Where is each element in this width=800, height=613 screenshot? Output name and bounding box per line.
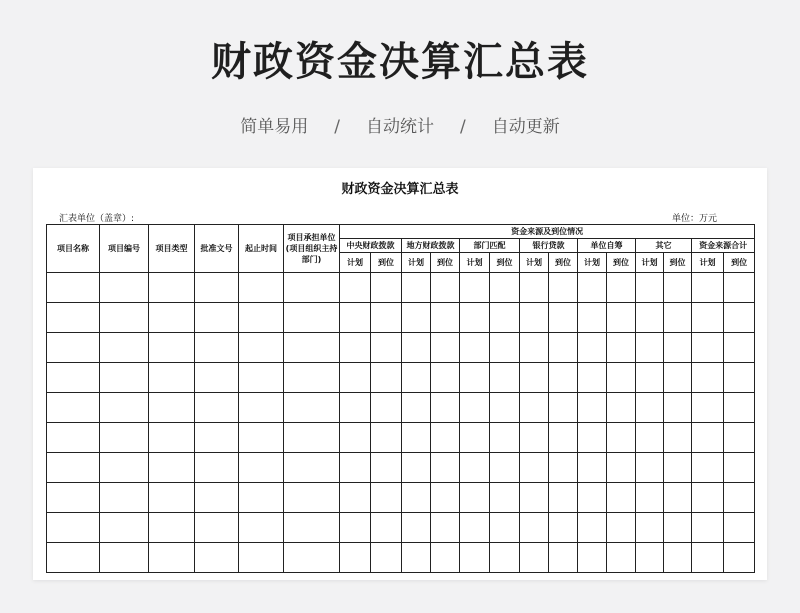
table-cell[interactable] — [490, 453, 520, 483]
table-cell[interactable] — [607, 423, 636, 453]
table-cell[interactable] — [149, 273, 195, 303]
col-header-plan: 计划 — [402, 253, 431, 273]
table-cell[interactable] — [460, 483, 490, 513]
table-cell[interactable] — [664, 543, 692, 573]
table-cell[interactable] — [490, 483, 520, 513]
table-cell[interactable] — [460, 543, 490, 573]
table-cell[interactable] — [371, 333, 402, 363]
table-cell[interactable] — [636, 273, 664, 303]
table-row — [47, 543, 755, 573]
table-cell[interactable] — [549, 423, 578, 453]
table-cell[interactable] — [149, 303, 195, 333]
table-row — [47, 483, 755, 513]
table-cell[interactable] — [402, 393, 431, 423]
table-cell[interactable] — [284, 363, 340, 393]
table-row — [47, 333, 755, 363]
reporting-unit-label: 汇表单位（盖章）: — [59, 214, 135, 224]
table-cell[interactable] — [239, 513, 284, 543]
table-cell[interactable] — [520, 423, 549, 453]
table-cell[interactable] — [607, 453, 636, 483]
table-cell[interactable] — [724, 333, 755, 363]
table-cell[interactable] — [100, 273, 149, 303]
currency-unit-label: 单位：万元 — [671, 214, 717, 224]
table-cell[interactable] — [664, 513, 692, 543]
table-cell[interactable] — [664, 453, 692, 483]
table-cell[interactable] — [431, 453, 460, 483]
table-cell[interactable] — [490, 393, 520, 423]
table-cell[interactable] — [460, 393, 490, 423]
tagline-item: 自动更新 — [491, 117, 560, 137]
table-cell[interactable] — [578, 303, 607, 333]
table-cell[interactable] — [724, 483, 755, 513]
table-cell[interactable] — [195, 393, 239, 423]
table-cell[interactable] — [431, 333, 460, 363]
table-row — [47, 273, 755, 303]
col-header-actual: 到位 — [549, 253, 578, 273]
table-cell[interactable] — [239, 273, 284, 303]
table-body — [47, 273, 755, 573]
table-cell[interactable] — [149, 453, 195, 483]
table-cell[interactable] — [47, 423, 100, 453]
tagline-separator: / — [334, 117, 340, 137]
tagline-separator: / — [460, 117, 466, 137]
table-cell[interactable] — [195, 363, 239, 393]
table-cell[interactable] — [239, 423, 284, 453]
col-header-source: 地方财政拨款 — [402, 239, 460, 253]
table-cell[interactable] — [490, 363, 520, 393]
tagline-item: 简单易用 — [240, 117, 309, 137]
table-cell[interactable] — [724, 423, 755, 453]
table-cell[interactable] — [460, 513, 490, 543]
col-header-project-name: 项目名称 — [47, 225, 100, 273]
col-header-source: 部门匹配 — [460, 239, 520, 253]
col-header-source: 单位自筹 — [578, 239, 636, 253]
col-header-plan: 计划 — [636, 253, 664, 273]
col-header-plan: 计划 — [692, 253, 724, 273]
table-cell[interactable] — [195, 273, 239, 303]
table-cell[interactable] — [692, 483, 724, 513]
table-cell[interactable] — [371, 303, 402, 333]
col-header-actual: 到位 — [664, 253, 692, 273]
table-cell[interactable] — [607, 393, 636, 423]
table-cell[interactable] — [692, 333, 724, 363]
table-cell[interactable] — [402, 363, 431, 393]
table-cell[interactable] — [431, 393, 460, 423]
table-cell[interactable] — [47, 333, 100, 363]
table-cell[interactable] — [549, 483, 578, 513]
table-cell[interactable] — [490, 303, 520, 333]
table-cell[interactable] — [724, 273, 755, 303]
table-cell[interactable] — [100, 393, 149, 423]
col-header-project-type: 项目类型 — [149, 225, 195, 273]
table-cell[interactable] — [195, 483, 239, 513]
spreadsheet-preview — [33, 168, 767, 580]
table-cell[interactable] — [284, 423, 340, 453]
table-cell[interactable] — [47, 513, 100, 543]
col-header-actual: 到位 — [371, 253, 402, 273]
table-cell[interactable] — [340, 543, 371, 573]
table-cell[interactable] — [664, 423, 692, 453]
table-cell[interactable] — [239, 333, 284, 363]
table-cell[interactable] — [549, 393, 578, 423]
table-cell[interactable] — [47, 543, 100, 573]
table-cell[interactable] — [431, 423, 460, 453]
table-cell[interactable] — [636, 483, 664, 513]
table-cell[interactable] — [460, 423, 490, 453]
table-cell[interactable] — [340, 333, 371, 363]
table-cell[interactable] — [692, 513, 724, 543]
table-cell[interactable] — [431, 513, 460, 543]
table-cell[interactable] — [239, 363, 284, 393]
table-cell[interactable] — [371, 423, 402, 453]
table-cell[interactable] — [47, 303, 100, 333]
table-cell[interactable] — [636, 303, 664, 333]
table-cell[interactable] — [724, 543, 755, 573]
table-cell[interactable] — [664, 303, 692, 333]
table-cell[interactable] — [692, 453, 724, 483]
table-cell[interactable] — [460, 333, 490, 363]
table-cell[interactable] — [340, 273, 371, 303]
table-cell[interactable] — [549, 453, 578, 483]
table-cell[interactable] — [100, 363, 149, 393]
table-cell[interactable] — [490, 273, 520, 303]
table-cell[interactable] — [47, 483, 100, 513]
table-cell[interactable] — [460, 363, 490, 393]
table-cell[interactable] — [578, 393, 607, 423]
col-header-plan: 计划 — [520, 253, 549, 273]
table-cell[interactable] — [371, 543, 402, 573]
table-cell[interactable] — [340, 363, 371, 393]
col-header-period: 起止时间 — [239, 225, 284, 273]
table-row — [47, 363, 755, 393]
table-cell[interactable] — [549, 303, 578, 333]
table-row — [47, 423, 755, 453]
tagline-item: 自动统计 — [366, 117, 434, 137]
table-cell[interactable] — [520, 543, 549, 573]
table-cell[interactable] — [431, 483, 460, 513]
table-cell[interactable] — [578, 543, 607, 573]
table-cell[interactable] — [578, 483, 607, 513]
table-cell[interactable] — [664, 333, 692, 363]
table-cell[interactable] — [692, 423, 724, 453]
table-cell[interactable] — [607, 333, 636, 363]
table-cell[interactable] — [402, 273, 431, 303]
table-cell[interactable] — [607, 363, 636, 393]
table-cell[interactable] — [402, 423, 431, 453]
table-cell[interactable] — [100, 513, 149, 543]
table-cell[interactable] — [402, 543, 431, 573]
table-cell[interactable] — [340, 453, 371, 483]
table-cell[interactable] — [636, 513, 664, 543]
table-cell[interactable] — [284, 513, 340, 543]
col-header-approval-no: 批准文号 — [195, 225, 239, 273]
table-cell[interactable] — [47, 453, 100, 483]
table-cell[interactable] — [100, 543, 149, 573]
table-row — [47, 303, 755, 333]
table-cell[interactable] — [578, 333, 607, 363]
table-cell[interactable] — [195, 453, 239, 483]
table-cell[interactable] — [431, 363, 460, 393]
table-cell[interactable] — [520, 363, 549, 393]
table-cell[interactable] — [692, 363, 724, 393]
table-cell[interactable] — [724, 393, 755, 423]
table-cell[interactable] — [724, 363, 755, 393]
table-cell[interactable] — [371, 273, 402, 303]
table-cell[interactable] — [239, 543, 284, 573]
table-cell[interactable] — [284, 543, 340, 573]
table-cell[interactable] — [47, 393, 100, 423]
table-cell[interactable] — [490, 333, 520, 363]
table-cell[interactable] — [402, 333, 431, 363]
table-cell[interactable] — [607, 513, 636, 543]
table-cell[interactable] — [460, 453, 490, 483]
table-cell[interactable] — [371, 483, 402, 513]
sheet-title: 财政资金决算汇总表 — [341, 182, 459, 197]
table-cell[interactable] — [431, 543, 460, 573]
table-cell[interactable] — [578, 273, 607, 303]
table-cell[interactable] — [100, 423, 149, 453]
col-header-actual: 到位 — [607, 253, 636, 273]
table-cell[interactable] — [520, 513, 549, 543]
table-cell[interactable] — [520, 393, 549, 423]
table-cell[interactable] — [636, 333, 664, 363]
table-cell[interactable] — [490, 543, 520, 573]
table-cell[interactable] — [636, 363, 664, 393]
table-cell[interactable] — [149, 363, 195, 393]
table-cell[interactable] — [664, 393, 692, 423]
col-header-actual: 到位 — [724, 253, 755, 273]
table-cell[interactable] — [692, 543, 724, 573]
table-cell[interactable] — [100, 303, 149, 333]
table-cell[interactable] — [149, 333, 195, 363]
table-cell[interactable] — [340, 303, 371, 333]
table-cell[interactable] — [195, 423, 239, 453]
table-cell[interactable] — [664, 483, 692, 513]
table-cell[interactable] — [371, 393, 402, 423]
table-cell[interactable] — [549, 333, 578, 363]
table-cell[interactable] — [607, 483, 636, 513]
table-cell[interactable] — [239, 393, 284, 423]
table-cell[interactable] — [520, 333, 549, 363]
col-header-actual: 到位 — [490, 253, 520, 273]
table-cell[interactable] — [284, 393, 340, 423]
table-cell[interactable] — [578, 363, 607, 393]
table-cell[interactable] — [284, 333, 340, 363]
table-cell[interactable] — [724, 453, 755, 483]
table-cell[interactable] — [431, 303, 460, 333]
table-cell[interactable] — [490, 423, 520, 453]
table-cell[interactable] — [692, 303, 724, 333]
table-cell[interactable] — [607, 303, 636, 333]
table-cell[interactable] — [549, 543, 578, 573]
col-header-source: 其它 — [636, 239, 692, 253]
table-cell[interactable] — [195, 543, 239, 573]
col-header-source: 中央财政拨款 — [340, 239, 402, 253]
table-cell[interactable] — [549, 363, 578, 393]
table-cell[interactable] — [239, 453, 284, 483]
table-row — [47, 453, 755, 483]
table-cell[interactable] — [371, 453, 402, 483]
col-header-undertaker-text: 项目承担单位(项目组织主持部门) — [285, 233, 338, 264]
col-header-plan: 计划 — [578, 253, 607, 273]
table-cell[interactable] — [100, 453, 149, 483]
table-cell[interactable] — [636, 543, 664, 573]
col-header-funding-group: 资金来源及到位情况 — [340, 225, 755, 239]
table-cell[interactable] — [402, 303, 431, 333]
table-cell[interactable] — [520, 303, 549, 333]
table-cell[interactable] — [371, 363, 402, 393]
table-cell[interactable] — [520, 453, 549, 483]
table-cell[interactable] — [402, 453, 431, 483]
table-cell[interactable] — [578, 423, 607, 453]
table-cell[interactable] — [284, 273, 340, 303]
col-header-project-no: 项目编号 — [100, 225, 149, 273]
table-cell[interactable] — [402, 483, 431, 513]
table-cell[interactable] — [520, 273, 549, 303]
table-cell[interactable] — [149, 513, 195, 543]
page-title: 财政资金决算汇总表 — [211, 39, 589, 85]
table-cell[interactable] — [149, 543, 195, 573]
table-cell[interactable] — [431, 273, 460, 303]
table-cell[interactable] — [284, 483, 340, 513]
table-cell[interactable] — [149, 483, 195, 513]
summary-table — [46, 224, 755, 573]
table-cell[interactable] — [149, 423, 195, 453]
table-cell[interactable] — [340, 513, 371, 543]
table-cell[interactable] — [284, 453, 340, 483]
table-cell[interactable] — [340, 483, 371, 513]
table-cell[interactable] — [460, 273, 490, 303]
table-cell[interactable] — [490, 513, 520, 543]
table-cell[interactable] — [47, 363, 100, 393]
table-cell[interactable] — [549, 273, 578, 303]
table-row — [47, 393, 755, 423]
table-cell[interactable] — [636, 453, 664, 483]
table-cell[interactable] — [520, 483, 549, 513]
table-cell[interactable] — [692, 273, 724, 303]
col-header-plan: 计划 — [460, 253, 490, 273]
table-cell[interactable] — [371, 513, 402, 543]
table-cell[interactable] — [239, 483, 284, 513]
table-cell[interactable] — [100, 333, 149, 363]
col-header-source: 资金来源合计 — [692, 239, 755, 253]
table-cell[interactable] — [195, 303, 239, 333]
col-header-plan: 计划 — [340, 253, 371, 273]
table-cell[interactable] — [549, 513, 578, 543]
table-cell[interactable] — [195, 333, 239, 363]
table-cell[interactable] — [724, 303, 755, 333]
table-cell[interactable] — [195, 513, 239, 543]
table-cell[interactable] — [607, 273, 636, 303]
table-cell[interactable] — [578, 453, 607, 483]
table-cell[interactable] — [460, 303, 490, 333]
table-cell[interactable] — [636, 423, 664, 453]
table-cell[interactable] — [47, 273, 100, 303]
col-header-source: 银行贷款 — [520, 239, 578, 253]
table-cell[interactable] — [284, 303, 340, 333]
table-cell[interactable] — [692, 393, 724, 423]
col-header-undertaker — [284, 225, 340, 273]
table-cell[interactable] — [340, 393, 371, 423]
tagline — [0, 112, 800, 137]
table-cell[interactable] — [664, 273, 692, 303]
table-cell[interactable] — [607, 543, 636, 573]
table-cell[interactable] — [340, 423, 371, 453]
col-header-actual: 到位 — [431, 253, 460, 273]
table-cell[interactable] — [402, 513, 431, 543]
table-row — [47, 513, 755, 543]
table-cell[interactable] — [664, 363, 692, 393]
table-cell[interactable] — [724, 513, 755, 543]
table-cell[interactable] — [636, 393, 664, 423]
table-cell[interactable] — [578, 513, 607, 543]
table-cell[interactable] — [239, 303, 284, 333]
table-cell[interactable] — [149, 393, 195, 423]
table-cell[interactable] — [100, 483, 149, 513]
